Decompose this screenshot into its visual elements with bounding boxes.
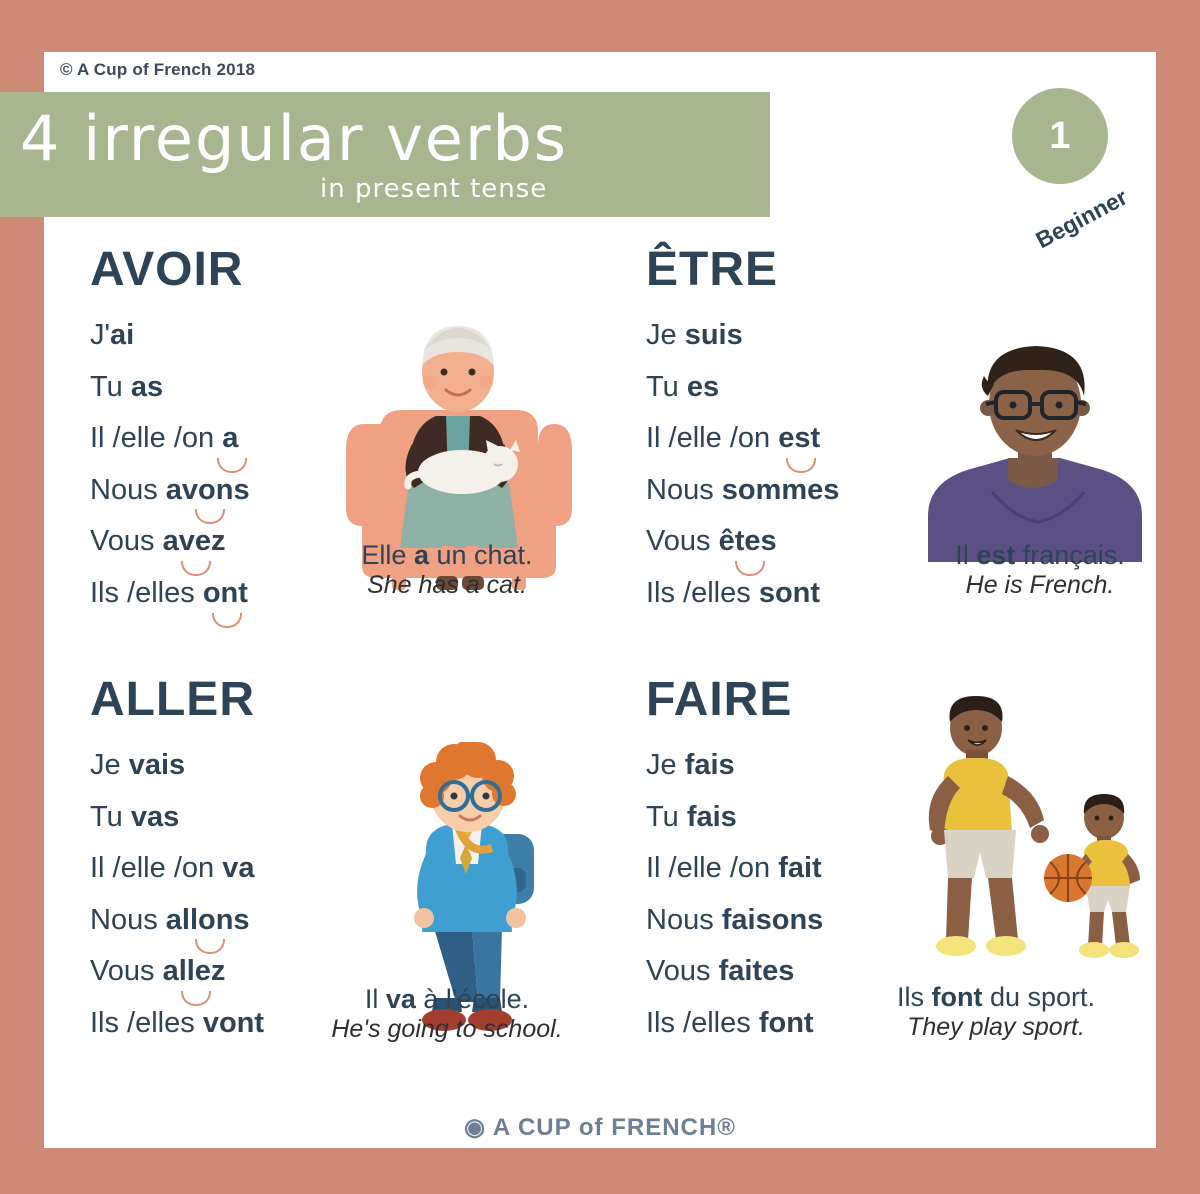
pronoun: Nous [646, 473, 722, 506]
caption-fr-verb: est [976, 540, 1016, 570]
conjugation-row [90, 792, 264, 844]
verb-form: vont [202, 1007, 265, 1040]
page-subtitle: in present tense [320, 174, 548, 204]
example-caption [292, 984, 602, 1044]
pronoun: Tu [90, 800, 131, 833]
pronoun: Vous [646, 525, 719, 558]
conjugation-row [90, 516, 250, 568]
verb-form: fais [684, 749, 735, 781]
conjugation-list [646, 740, 823, 1050]
conjugation-row [90, 413, 250, 465]
brand-logo-icon: ◉ [464, 1114, 487, 1141]
verb-form: avez [163, 516, 226, 568]
caption-fr-after: à l'école. [415, 984, 530, 1014]
caption-en: He is French. [965, 571, 1115, 599]
title-band [0, 92, 770, 217]
verb-form: sommes [721, 473, 840, 506]
brand-french: FRENCH [611, 1114, 718, 1141]
caption-fr-verb: va [385, 984, 416, 1014]
verb-form: vais [128, 749, 186, 781]
caption-fr-verb: font [931, 982, 983, 1012]
pronoun: Je [90, 749, 129, 781]
caption-fr-before: Il [955, 540, 977, 570]
copyright-text: © A Cup of French 2018 [60, 60, 256, 79]
brand-a-cup: A CUP [492, 1114, 572, 1141]
verb-card-avoir [44, 232, 600, 662]
conjugation-row [90, 895, 264, 947]
verb-form: avons [166, 465, 250, 517]
verb-form: ont [203, 568, 248, 620]
verb-form: sont [758, 577, 821, 610]
caption-en: He's going to school. [331, 1015, 563, 1043]
level-number: 1 [1049, 114, 1071, 157]
brand-of: of [578, 1114, 604, 1141]
conjugation-row [90, 362, 250, 414]
conjugation-row [90, 843, 264, 895]
pronoun: Tu [646, 800, 687, 833]
conjugation-row [646, 516, 839, 568]
pronoun: Nous [646, 903, 722, 936]
verb-form: as [130, 370, 164, 403]
caption-fr-after: du sport. [982, 982, 1096, 1012]
conjugation-row [90, 568, 250, 620]
pronoun: Ils /elles [90, 577, 203, 610]
verb-form: allons [166, 895, 250, 947]
pronoun: Vous [646, 955, 719, 988]
verb-title: AVOIR [90, 243, 244, 296]
brand-registered-mark: ® [717, 1114, 736, 1141]
verb-form: est [778, 413, 820, 465]
verb-form: es [686, 370, 720, 403]
conjugation-row [646, 895, 823, 947]
level-badge [1012, 88, 1108, 184]
conjugation-list [646, 310, 839, 620]
conjugation-row [90, 946, 264, 998]
pronoun: Il /elle /on [646, 422, 779, 455]
pronoun: Vous [90, 525, 163, 558]
pronoun: Ils /elles [646, 577, 759, 610]
conjugation-row [646, 465, 839, 517]
pronoun: Il /elle /on [646, 852, 779, 885]
caption-fr-before: Il [364, 984, 386, 1014]
conjugation-row [90, 740, 264, 792]
conjugation-row [646, 792, 823, 844]
verb-form: êtes [719, 516, 777, 568]
pronoun: Nous [90, 473, 166, 506]
verb-form: faites [718, 955, 795, 988]
conjugation-row [646, 310, 839, 362]
verb-form: ai [110, 319, 135, 351]
verb-card-aller [44, 662, 600, 1092]
verb-card-etre [600, 232, 1156, 662]
man-with-glasses-portrait-illustration [922, 342, 1152, 562]
pronoun: Ils /elles [90, 1007, 203, 1040]
conjugation-row [646, 362, 839, 414]
pronoun: Il /elle /on [90, 852, 223, 885]
conjugation-row [646, 998, 823, 1050]
verb-form: faisons [721, 903, 824, 936]
verb-form: allez [163, 946, 226, 998]
pronoun: Nous [90, 903, 166, 936]
conjugation-row [646, 568, 839, 620]
conjugation-list [90, 310, 250, 620]
footer-brand [44, 1113, 1156, 1142]
verb-form: fait [778, 852, 822, 885]
caption-fr-before: Ils [896, 982, 932, 1012]
verb-form: fais [686, 800, 737, 833]
verb-title: ALLER [90, 673, 255, 726]
conjugation-row [646, 946, 823, 998]
verb-card-faire [600, 662, 1156, 1092]
pronoun: Je [646, 319, 685, 351]
pronoun: Ils /elles [646, 1007, 759, 1040]
conjugation-row [90, 310, 250, 362]
conjugation-row [646, 843, 823, 895]
caption-en: They play sport. [907, 1013, 1085, 1041]
caption-fr-before: Elle [361, 540, 414, 570]
verb-form: vas [130, 800, 180, 833]
level-label: Beginner [1031, 183, 1132, 254]
conjugation-row [646, 413, 839, 465]
caption-en: She has a cat. [367, 571, 527, 599]
pronoun: Il /elle /on [90, 422, 223, 455]
verb-form: va [222, 852, 255, 885]
conjugation-list [90, 740, 264, 1050]
caption-fr-after: un chat. [428, 540, 533, 570]
caption-fr-verb: a [413, 540, 429, 570]
father-and-child-playing-basketball-illustration [900, 692, 1150, 992]
verb-form: a [222, 413, 238, 465]
conjugation-row [90, 998, 264, 1050]
verb-title: ÊTRE [646, 243, 779, 296]
example-caption [890, 540, 1190, 600]
example-caption [836, 982, 1156, 1042]
pronoun: J' [90, 319, 111, 351]
pronoun: Tu [646, 370, 687, 403]
pronoun: Je [646, 749, 685, 781]
conjugation-row [90, 465, 250, 517]
conjugation-row [646, 740, 823, 792]
verb-form: suis [684, 319, 743, 351]
verbs-grid [44, 232, 1156, 1102]
verb-title: FAIRE [646, 673, 793, 726]
caption-fr-after: français. [1015, 540, 1125, 570]
pronoun: Tu [90, 370, 131, 403]
page-title: 4 irregular verbs [20, 102, 569, 175]
example-caption [288, 540, 606, 600]
poster-page [20, 52, 1156, 1148]
pronoun: Vous [90, 955, 163, 988]
verb-form: font [758, 1007, 814, 1040]
